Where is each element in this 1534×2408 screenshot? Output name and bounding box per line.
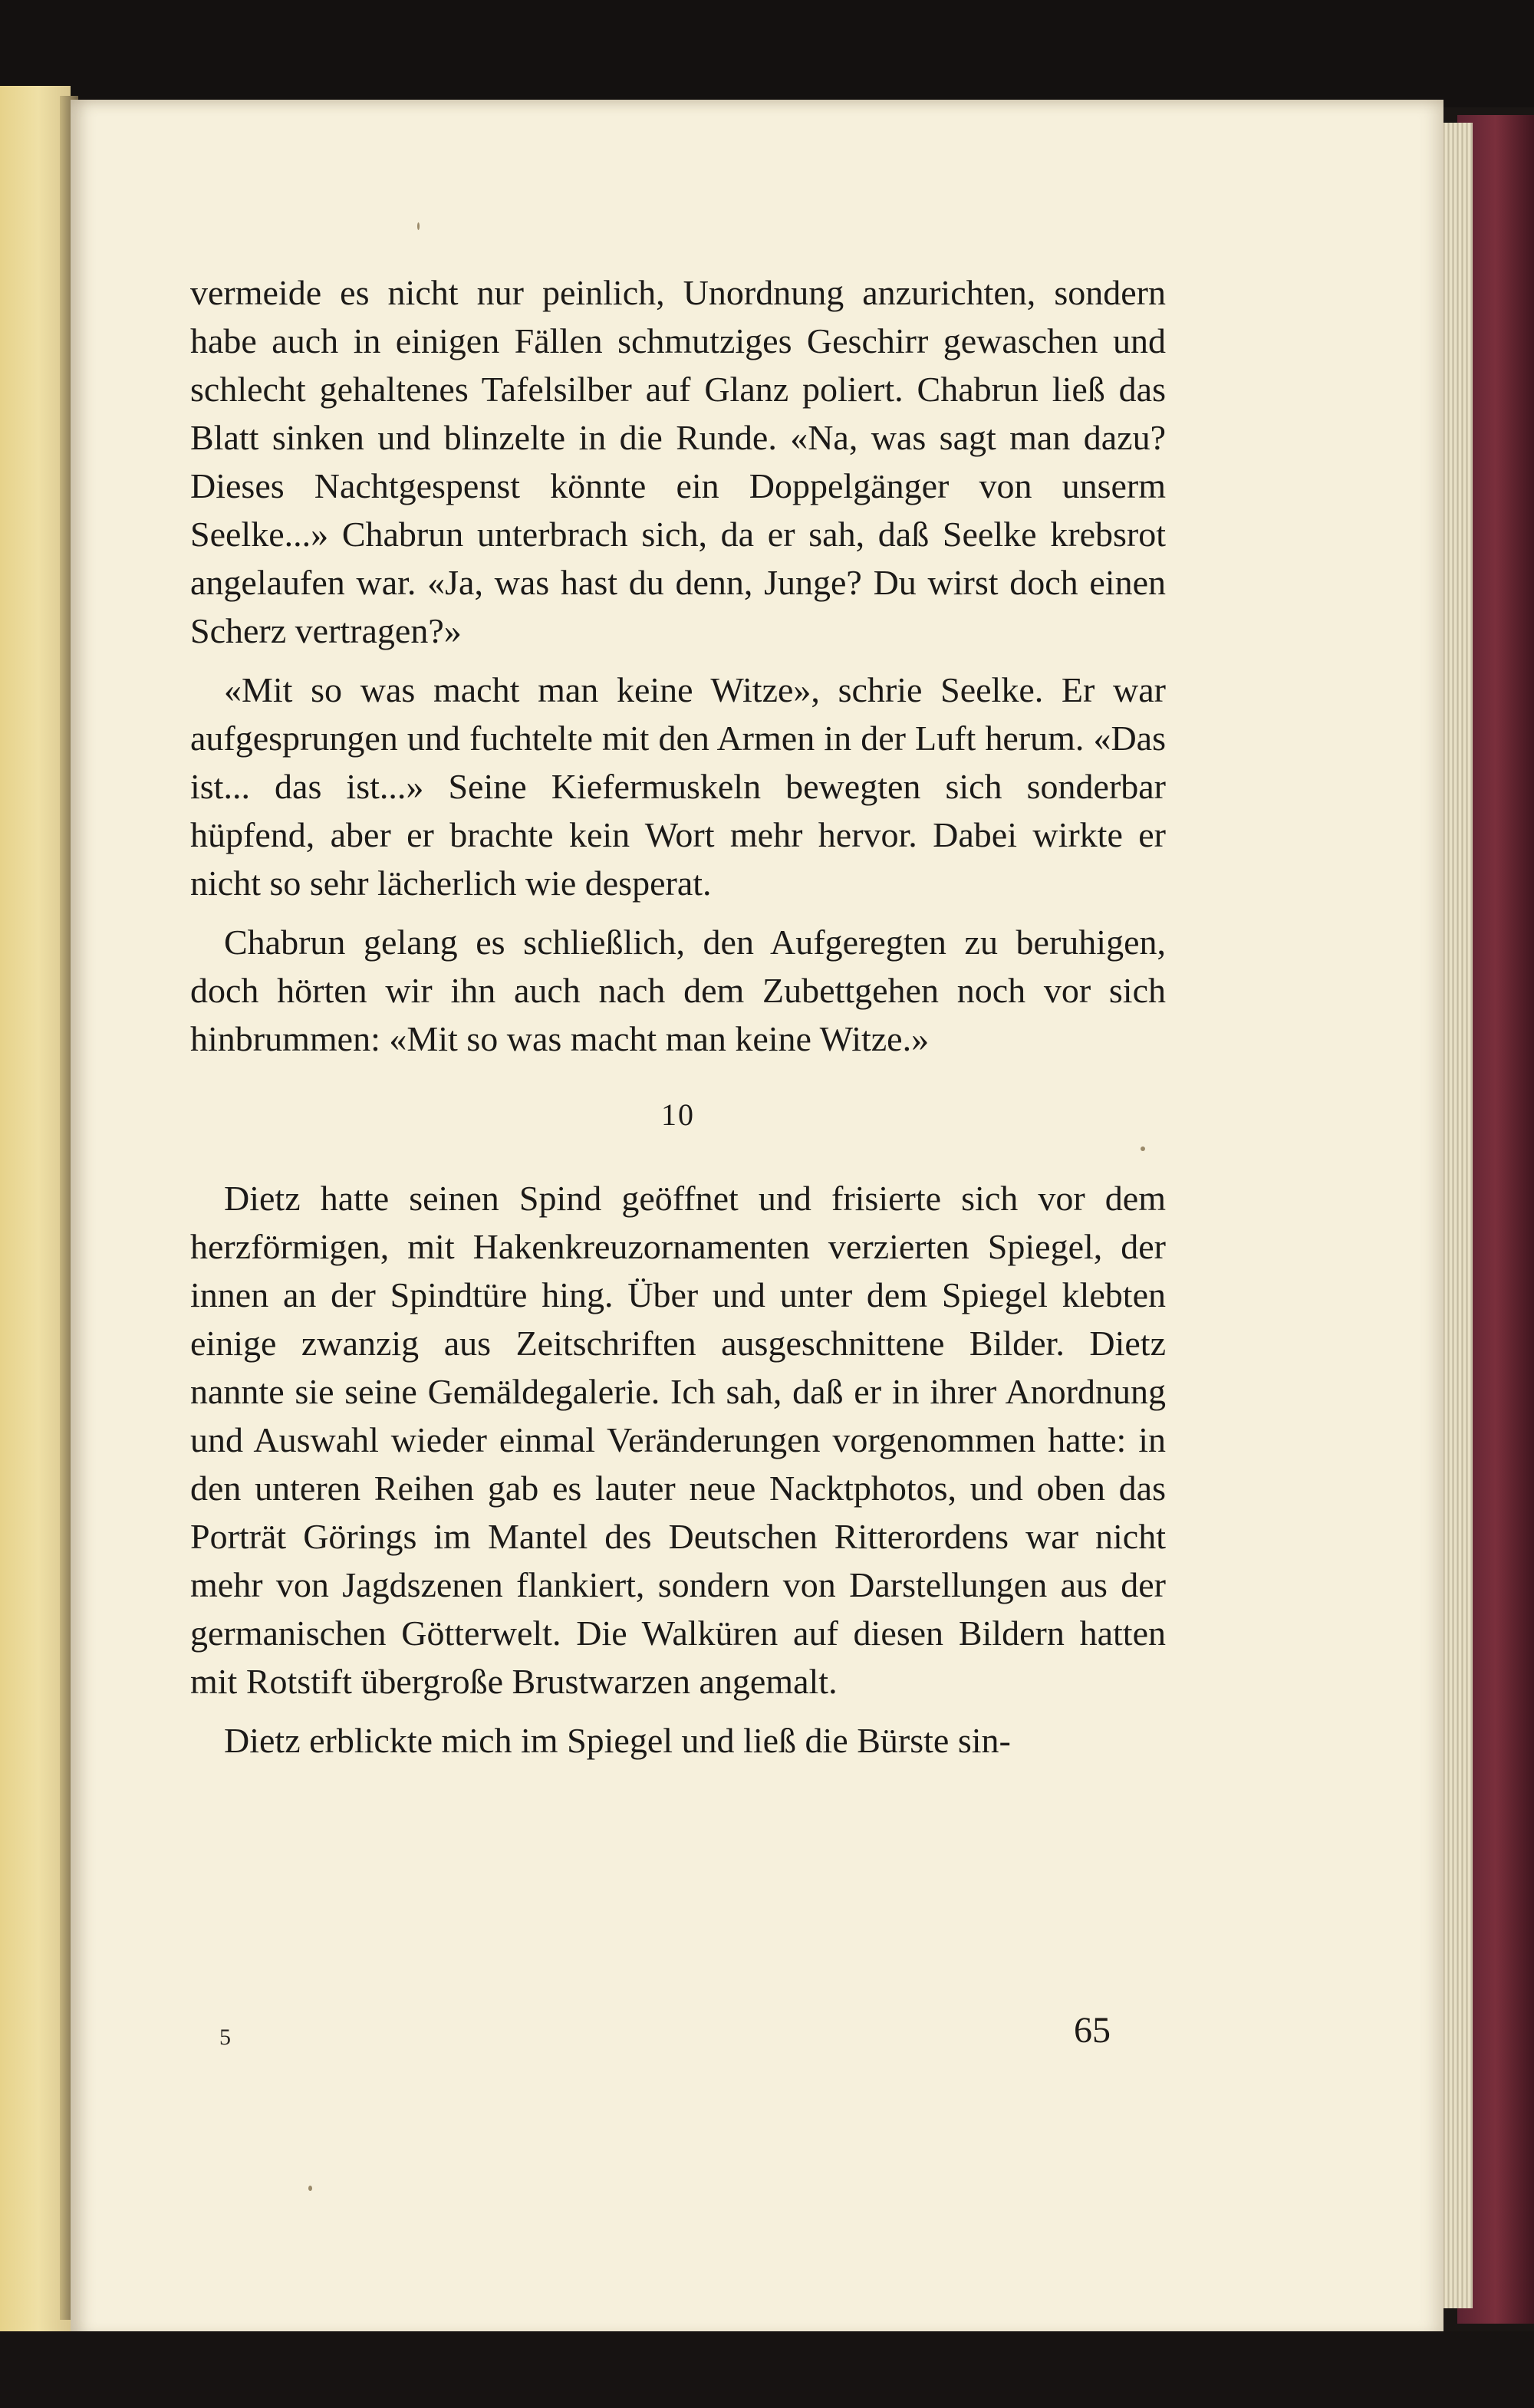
paper-speck: [308, 2186, 312, 2191]
paragraph: Chabrun gelang es schließlich, den Aufgeregten zu beruhigen, doch hörten wir ihn auch nach dem Zubettgehen noch vor sich hinbrummen: «Mit so was macht man keine Witze.»: [190, 923, 1166, 1058]
signature-mark: 5: [219, 2025, 231, 2050]
page-number: 65: [1074, 2010, 1111, 2051]
background-top: [0, 0, 1534, 107]
paragraph: vermeide es nicht nur peinlich, Unordnung anzurichten, sondern habe auch in einigen Fällen schmutziges Geschirr gewaschen und schlecht gehaltenes Tafelsilber auf Glanz poliert. Chabrun ließ das Blatt sinken und blinzelte in die Runde. «Na, was sagt man dazu? Dieses Nachtgespenst könnte ein Doppelgänger von unserm Seelke...» Chabrun unterbrach sich, da er sah, daß Seelke krebsrot angelaufen war. «Ja, was hast du denn, Junge? Du wirst doch einen Scherz vertragen?»: [190, 273, 1166, 650]
body-text: [190, 268, 1166, 1765]
paragraph: Dietz hatte seinen Spind geöffnet und frisierte sich vor dem herzförmigen, mit Hakenkreuzornamenten verzierten Spiegel, der innen an der Spindtüre hing. Über und unter dem Spiegel klebten einige zwanzig aus Zeitschriften ausgeschnittene Bilder. Dietz nannte sie seine Gemäldegalerie. Ich sah, daß er in ihrer Anordnung und Auswahl wieder einmal Veränderungen vorgenommen hatte: in den unteren Reihen gab es lauter neue Nacktphotos, und oben das Porträt Görings im Mantel des Deutschen Ritterordens war nicht mehr von Jagdszenen flankiert, sondern von Darstellungen aus der germanischen Götterwelt. Die Walküren auf diesen Bildern hatten mit Rotstift übergroße Brustwarzen angemalt.: [190, 1179, 1166, 1701]
paragraph: «Mit so was macht man keine Witze», schrie Seelke. Er war aufgesprungen und fuchtelte mit den Armen in der Luft herum. «Das ist... das ist...» Seine Kiefermuskeln bewegten sich sonderbar hüpfend, aber er brachte kein Wort mehr hervor. Dabei wirkte er nicht so sehr lächerlich wie desperat.: [190, 670, 1166, 903]
paragraph: Dietz erblickte mich im Spiegel und ließ die Bürste sin-: [224, 1721, 1011, 1760]
section-number: 10: [661, 1097, 695, 1132]
background-bottom: [0, 2331, 1534, 2408]
paper-speck: [417, 222, 420, 230]
